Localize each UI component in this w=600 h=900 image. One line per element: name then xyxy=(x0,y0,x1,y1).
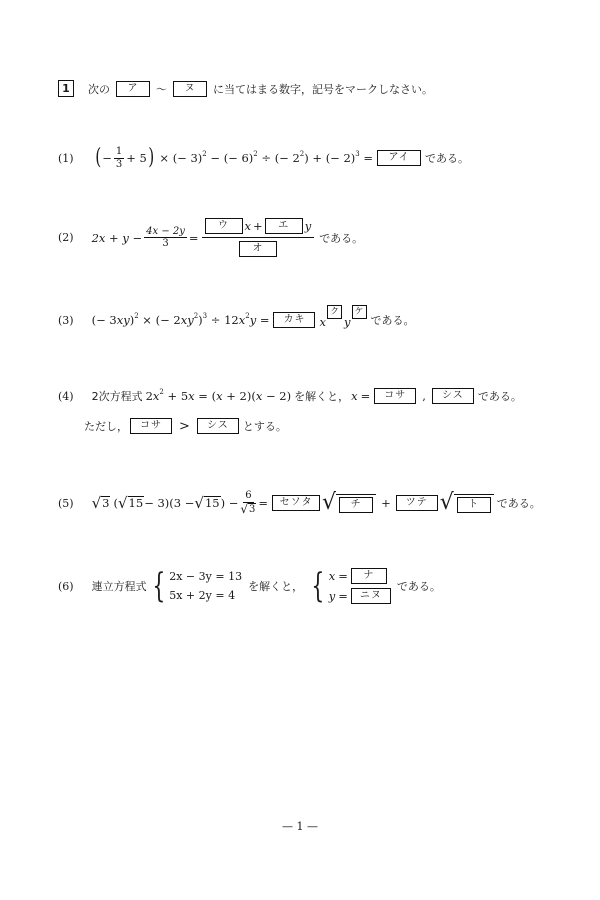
answer-box-to: ト xyxy=(457,497,491,513)
question-2-suffix: である。 xyxy=(319,231,364,245)
question-6: (6) 連立方程式 { 2x − 3y = 13 5x + 2y = 4 を解くと， { x = ナ y = ニヌ である。 xyxy=(58,566,441,606)
answer-box-e: エ xyxy=(265,218,303,234)
question-4-note-intro: ただし， xyxy=(84,420,128,433)
header-instruction-text: に当てはまる数字，記号をマークしなさい。 xyxy=(213,82,433,96)
answer-box-a: ア xyxy=(116,81,150,97)
question-6-suffix: である。 xyxy=(396,580,441,593)
question-3-label: (3) xyxy=(58,313,74,327)
problem-number-box xyxy=(58,80,74,97)
answer-box-chi: チ xyxy=(339,497,373,513)
answer-box-tsute: ツテ xyxy=(396,495,438,511)
q6-equation-system xyxy=(169,570,242,602)
question-4-intro: 2次方程式 xyxy=(91,390,143,403)
question-2-label: (2) xyxy=(58,231,74,244)
q5-fraction: 6 √ 3 xyxy=(240,490,256,516)
question-4-solve-text: を解くと， xyxy=(294,390,350,403)
note-box-shisu: シス xyxy=(197,418,239,434)
q1-frac-numerator: 1 xyxy=(115,146,123,157)
q5-frac-numerator: 6 xyxy=(245,490,252,501)
answer-box-nu: ヌ xyxy=(173,81,207,97)
answer-box-u: ウ xyxy=(205,218,243,234)
question-4-label: (4) xyxy=(58,389,74,403)
answer-box-kosa: コサ xyxy=(374,388,416,404)
q6-equation-2: 5x + 2y = 4 xyxy=(169,589,236,602)
answer-box-kaki: カキ xyxy=(273,312,315,328)
answer-box-ai: アイ xyxy=(377,150,421,166)
answer-box-ninu: ニヌ xyxy=(351,588,391,604)
answer-box-na: ナ xyxy=(351,568,387,584)
question-6-label: (6) xyxy=(58,579,74,593)
answer-box-o: オ xyxy=(239,241,277,257)
answer-box-sesota: セソタ xyxy=(272,495,320,511)
question-1-suffix: である。 xyxy=(425,152,470,165)
question-5: (5) √ 3 ( √ 15 − 3)(3 − √ 15 ) − 6 √ 3 = セソタ √ チ + ツテ √ ト である。 xyxy=(58,490,541,516)
q2-frac-numerator: 4x − 2y xyxy=(146,225,185,237)
question-6-solve-text: を解くと， xyxy=(248,580,304,593)
question-6-intro: 連立方程式 xyxy=(91,580,147,593)
q2-answer-fraction: ウ x + エ y オ xyxy=(202,218,315,257)
q2-fraction xyxy=(144,226,187,250)
big-paren-close: ) xyxy=(148,145,155,170)
question-4-suffix: である。 xyxy=(477,390,522,403)
question-3: (3) (− 3xy)$^2$ × (− $2xy^2)^3 \div 12x^2y$ = カキ x ク y ケ である。 xyxy=(58,306,415,329)
answer-box-ke: ケ xyxy=(352,305,367,319)
q1-frac-denominator: 3 xyxy=(115,158,123,170)
page-number: — 1 — xyxy=(282,820,318,833)
question-4: (4) 2次方程式 $2x^2 + 5x = (x + 2)(x - 2)$ を解くと， x = コサ , シス である。 xyxy=(58,388,522,403)
header-tilde: 〜 xyxy=(156,82,167,96)
question-1: (1) ( − $\frac{1}{3}$ + 5 ) × (− 3)$^2$ − (− 6)$^2$ ÷ (− $2^2$) + (− 2)$^3$ = アイ である。 xyxy=(58,145,470,170)
big-paren-open: ( xyxy=(94,145,101,170)
question-5-label: (5) xyxy=(58,496,74,510)
question-3-suffix: である。 xyxy=(370,314,415,327)
question-5-suffix: である。 xyxy=(496,497,541,511)
answer-box-shisu: シス xyxy=(432,388,474,404)
q2-frac-denominator: 3 xyxy=(162,238,169,249)
question-4-note-end: とする。 xyxy=(242,420,287,433)
header-intro-text: 次の xyxy=(88,82,110,96)
question-4-note: ただし， コサ > シス とする。 xyxy=(84,418,287,434)
question-2: (2) 2x + y − $\frac{4x - 2y}{3}$ = ウ x + エ y オ である。 xyxy=(58,218,363,257)
answer-box-ku: ク xyxy=(327,305,342,319)
q6-answer-system: x = ナ y = ニヌ xyxy=(329,568,391,604)
note-box-kosa: コサ xyxy=(130,418,172,434)
question-1-label: (1) xyxy=(58,151,74,165)
q6-equation-1: 2x − 3y = 13 xyxy=(169,570,243,583)
problem-number: 1 xyxy=(62,82,70,95)
q1-fraction xyxy=(114,146,124,170)
problem-header xyxy=(58,80,433,97)
